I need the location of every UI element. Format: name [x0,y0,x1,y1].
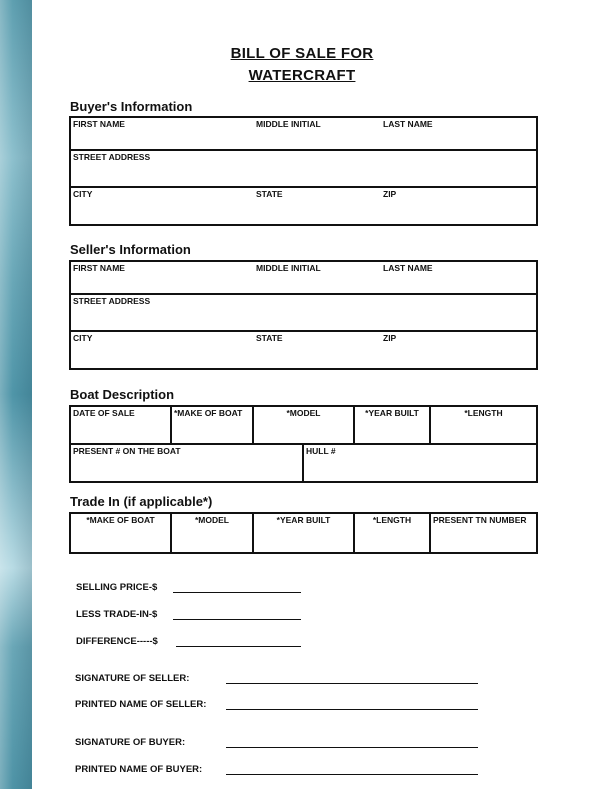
hull-number-label: HULL # [306,446,336,456]
date-of-sale-label: DATE OF SALE [73,408,135,418]
buyer-city-label: CITY [73,189,93,199]
trade-present-tn-label: PRESENT TN NUMBER [433,515,527,525]
seller-first-name-field[interactable] [70,261,254,294]
seller-state-label: STATE [256,333,283,343]
boat-make-label: *MAKE OF BOAT [174,408,243,418]
printed-name-of-seller-label: PRINTED NAME OF SELLER: [75,699,207,710]
less-trade-in-label: LESS TRADE-IN-$ [76,609,158,620]
boat-length-label: *LENGTH [464,408,503,418]
seller-middle-initial-label: MIDDLE INITIAL [256,263,321,273]
buyer-zip-label: ZIP [383,189,397,199]
buyer-city-field[interactable] [70,187,254,225]
seller-zip-label: ZIP [383,333,397,343]
boat-length-field[interactable] [430,406,537,444]
signature-of-buyer-label: SIGNATURE OF BUYER: [75,737,186,748]
document-title [180,43,424,87]
trade-in-section-heading: Trade In (if applicable*) [70,494,213,509]
date-of-sale-field[interactable] [70,406,171,444]
buyer-last-name-label: LAST NAME [383,119,433,129]
present-number-label: PRESENT # ON THE BOAT [73,446,181,456]
trade-present-tn-field[interactable] [430,513,537,553]
buyer-state-label: STATE [256,189,283,199]
boat-make-field[interactable] [171,406,253,444]
buyer-state-field[interactable] [254,187,381,225]
seller-last-name-label: LAST NAME [383,263,433,273]
buyer-info-table [69,116,538,226]
trade-model-label: *MODEL [195,515,229,525]
buyer-zip-field[interactable] [381,187,537,225]
signature-of-seller-label: SIGNATURE OF SELLER: [75,673,190,684]
present-number-field[interactable] [70,444,303,482]
seller-state-field[interactable] [254,331,381,369]
less-trade-in-line[interactable] [173,619,301,620]
selling-price-label: SELLING PRICE-$ [76,582,158,593]
trade-make-label: *MAKE OF BOAT [86,515,155,525]
trade-make-field[interactable] [70,513,171,553]
buyer-middle-initial-label: MIDDLE INITIAL [256,119,321,129]
seller-city-field[interactable] [70,331,254,369]
seller-first-name-label: FIRST NAME [73,263,125,273]
boat-year-built-label: *YEAR BUILT [365,408,419,418]
printed-name-of-buyer-label: PRINTED NAME OF BUYER: [75,764,203,775]
buyer-first-name-field[interactable] [70,117,254,150]
boat-model-field[interactable] [253,406,354,444]
trade-length-label: *LENGTH [372,515,412,525]
seller-info-table [69,260,538,370]
signature-of-seller-line[interactable] [226,683,478,684]
buyer-first-name-label: FIRST NAME [73,119,125,129]
hull-number-field[interactable] [303,444,537,482]
trade-length-field[interactable] [354,513,430,553]
seller-section-heading: Seller's Information [70,242,191,257]
trade-in-table [69,512,538,554]
buyer-middle-initial-field[interactable] [254,117,381,150]
seller-middle-initial-field[interactable] [254,261,381,294]
buyer-section-heading: Buyer's Information [70,99,193,114]
printed-name-of-buyer-line[interactable] [226,774,478,775]
buyer-street-address-field[interactable] [70,150,537,187]
buyer-last-name-field[interactable] [381,117,537,150]
signature-of-buyer-line[interactable] [226,747,478,748]
difference-label: DIFFERENCE-----$ [76,636,158,647]
boat-year-built-field[interactable] [354,406,430,444]
selling-price-line[interactable] [173,592,301,593]
title-line-1: BILL OF SALE FOR [230,45,374,62]
seller-city-label: CITY [73,333,93,343]
buyer-street-address-label: STREET ADDRESS [73,152,151,162]
seller-zip-field[interactable] [381,331,537,369]
boat-model-label: *MODEL [286,408,321,418]
seller-street-address-field[interactable] [70,294,537,331]
decorative-side-band [0,0,32,789]
printed-name-of-seller-line[interactable] [226,709,478,710]
trade-year-built-field[interactable] [253,513,354,553]
seller-last-name-field[interactable] [381,261,537,294]
boat-description-table [69,405,538,483]
trade-model-field[interactable] [171,513,253,553]
trade-year-built-label: *YEAR BUILT [276,515,331,525]
seller-street-address-label: STREET ADDRESS [73,296,151,306]
difference-line[interactable] [176,646,301,647]
boat-section-heading: Boat Description [70,387,175,402]
title-line-2: WATERCRAFT [248,67,356,84]
